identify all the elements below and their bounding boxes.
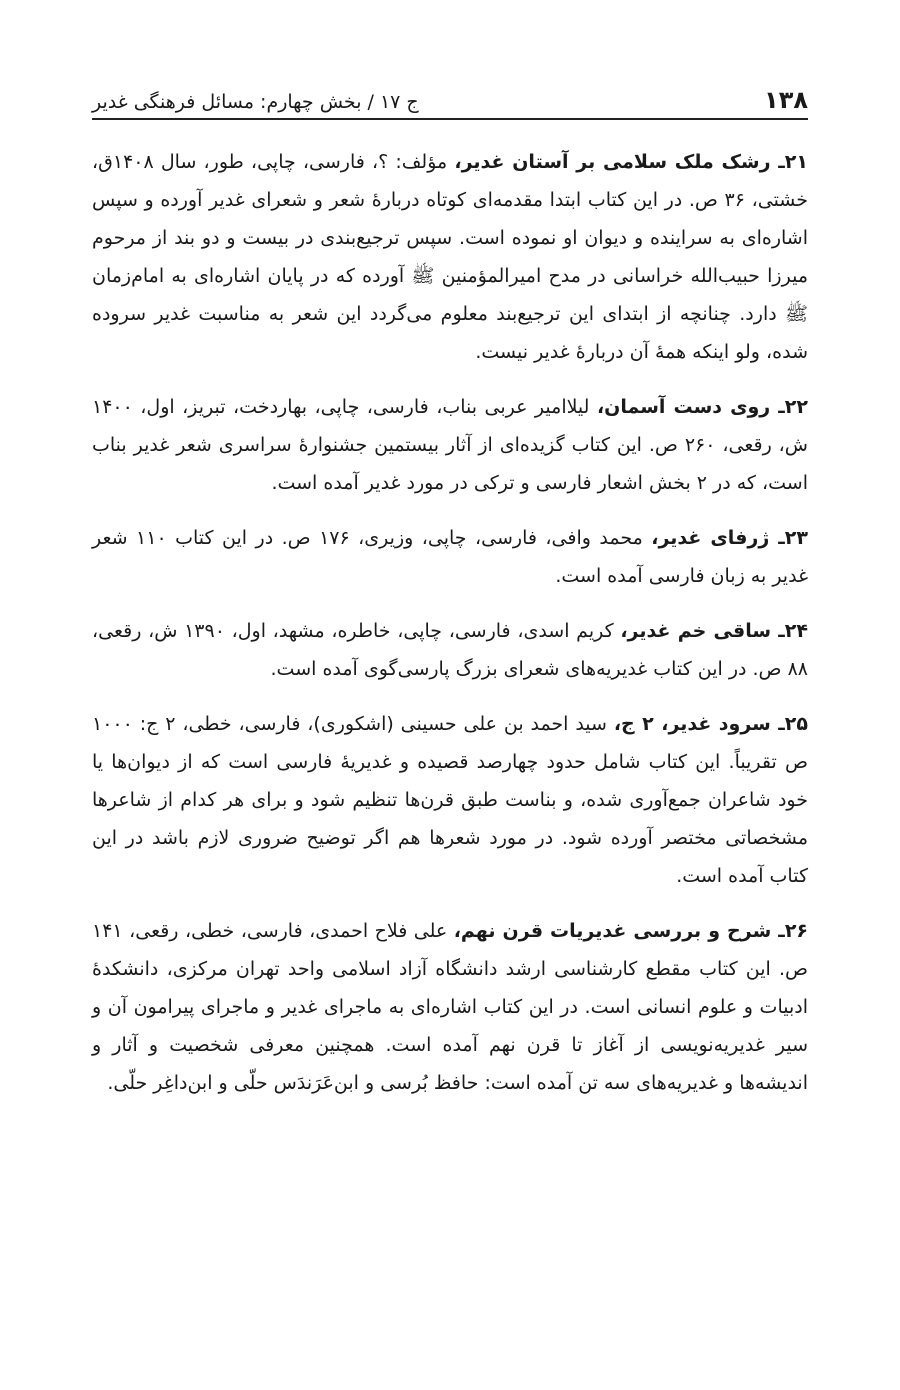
entry-26 <box>92 912 808 1102</box>
entry-text: لیلاامیر عربی بناب، فارسی، چاپی، بهاردخت، تبریز، اول، ۱۴۰۰ ش، رقعی، ۲۶۰ ص. این کتاب گزیده‌ای از آثار بیستمین جشنوارهٔ سراسری شعر غدیر بناب است، که در ۲ بخش اشعار فارسی و ترکی در مورد غدیر آمده است. <box>92 396 808 494</box>
entry-24 <box>92 612 808 688</box>
entry-text: محمد وافی، فارسی، چاپی، وزیری، ۱۷۶ ص. در این کتاب ۱۱۰ شعر غدیر به زبان فارسی آمده است. <box>92 527 808 587</box>
entry-23 <box>92 519 808 595</box>
entry-title: ۲۶ـ شرح و بررسی غدیریات قرن نهم، <box>453 920 809 942</box>
entry-title: ۲۳ـ ژرفای غدیر، <box>651 527 808 549</box>
entry-text: سید احمد بن علی حسینی (اشکوری)، فارسی، خطی، ۲ ج: ۱۰۰۰ ص تقریباً. این کتاب شامل حدود چهارصد قصیده و غدیریهٔ فارسی است که از دیوان‌ها یا خود شاعران جمع‌آوری شده، و بناست طبق قرن‌ها تنظیم شود و برای هر کدام از شاعرها مشخصاتی مختصر آورده شود. در مورد شعرها هم اگر توضیح ضروری لازم باشد در این کتاب آمده است. <box>92 713 808 887</box>
entry-text: کریم اسدی، فارسی، چاپی، خاطره، مشهد، اول، ۱۳۹۰ ش، رقعی، ۸۸ ص. در این کتاب غدیریه‌های شعرای بزرگ پارسی‌گوی آمده است. <box>92 620 808 680</box>
page-number: ۱۳۸ <box>764 86 808 114</box>
page-body <box>92 143 808 1119</box>
entry-title: ۲۵ـ سرود غدیر، ۲ ج، <box>613 713 808 735</box>
entry-title: ۲۱ـ رشک ملک سلامی بر آستان غدیر، <box>454 151 808 173</box>
entry-22 <box>92 388 808 502</box>
entry-text: علی فلاح احمدی، فارسی، خطی، رقعی، ۱۴۱ ص. این کتاب مقطع کارشناسی ارشد دانشگاه آزاد اسلامی واحد تهران مرکزی، دانشکدهٔ ادبیات و علوم انسانی است. در این کتاب اشاره‌ای به ماجرای غدیر و ماجرای پیرامون آن و سیر غدیریه‌نویسی از آغاز تا قرن نهم آمده است. همچنین معرفی شخصیت و آثار و اندیشه‌ها و غدیریه‌های سه تن آمده است: حافظ بُرسی و ابن‌عَرَندَس حلّی و ابن‌داغِر حلّی. <box>92 920 808 1094</box>
running-header <box>92 72 808 120</box>
entry-title: ۲۴ـ ساقی خم غدیر، <box>620 620 808 642</box>
entry-25 <box>92 705 808 895</box>
running-header-title: ج ۱۷ / بخش چهارم: مسائل فرهنگی غدیر <box>92 91 419 113</box>
entry-text: مؤلف: ؟، فارسی، چاپی، طور، سال ۱۴۰۸ق، خشتی، ۳۶ ص. در این کتاب ابتدا مقدمه‌ای کوتاه دربارهٔ شعر و شعرای غدیر آورده و سپس اشاره‌ای به سراینده و دیوان او نموده است. سپس ترجیع‌بندی در بیست و دو بند از مرحوم میرزا حبیب‌الله خراسانی در مدح امیرالمؤمنین ﷺ آورده که در پایان اشاره‌ای به امام‌زمان ﷺ دارد. چنانچه از ابتدای این ترجیع‌بند معلوم می‌گردد این شعر به مناسبت غدیر سروده شده، ولو اینکه همهٔ آن دربارهٔ غدیر نیست. <box>92 151 809 363</box>
entry-21 <box>92 143 808 371</box>
entry-title: ۲۲ـ روی دست آسمان، <box>596 396 808 418</box>
